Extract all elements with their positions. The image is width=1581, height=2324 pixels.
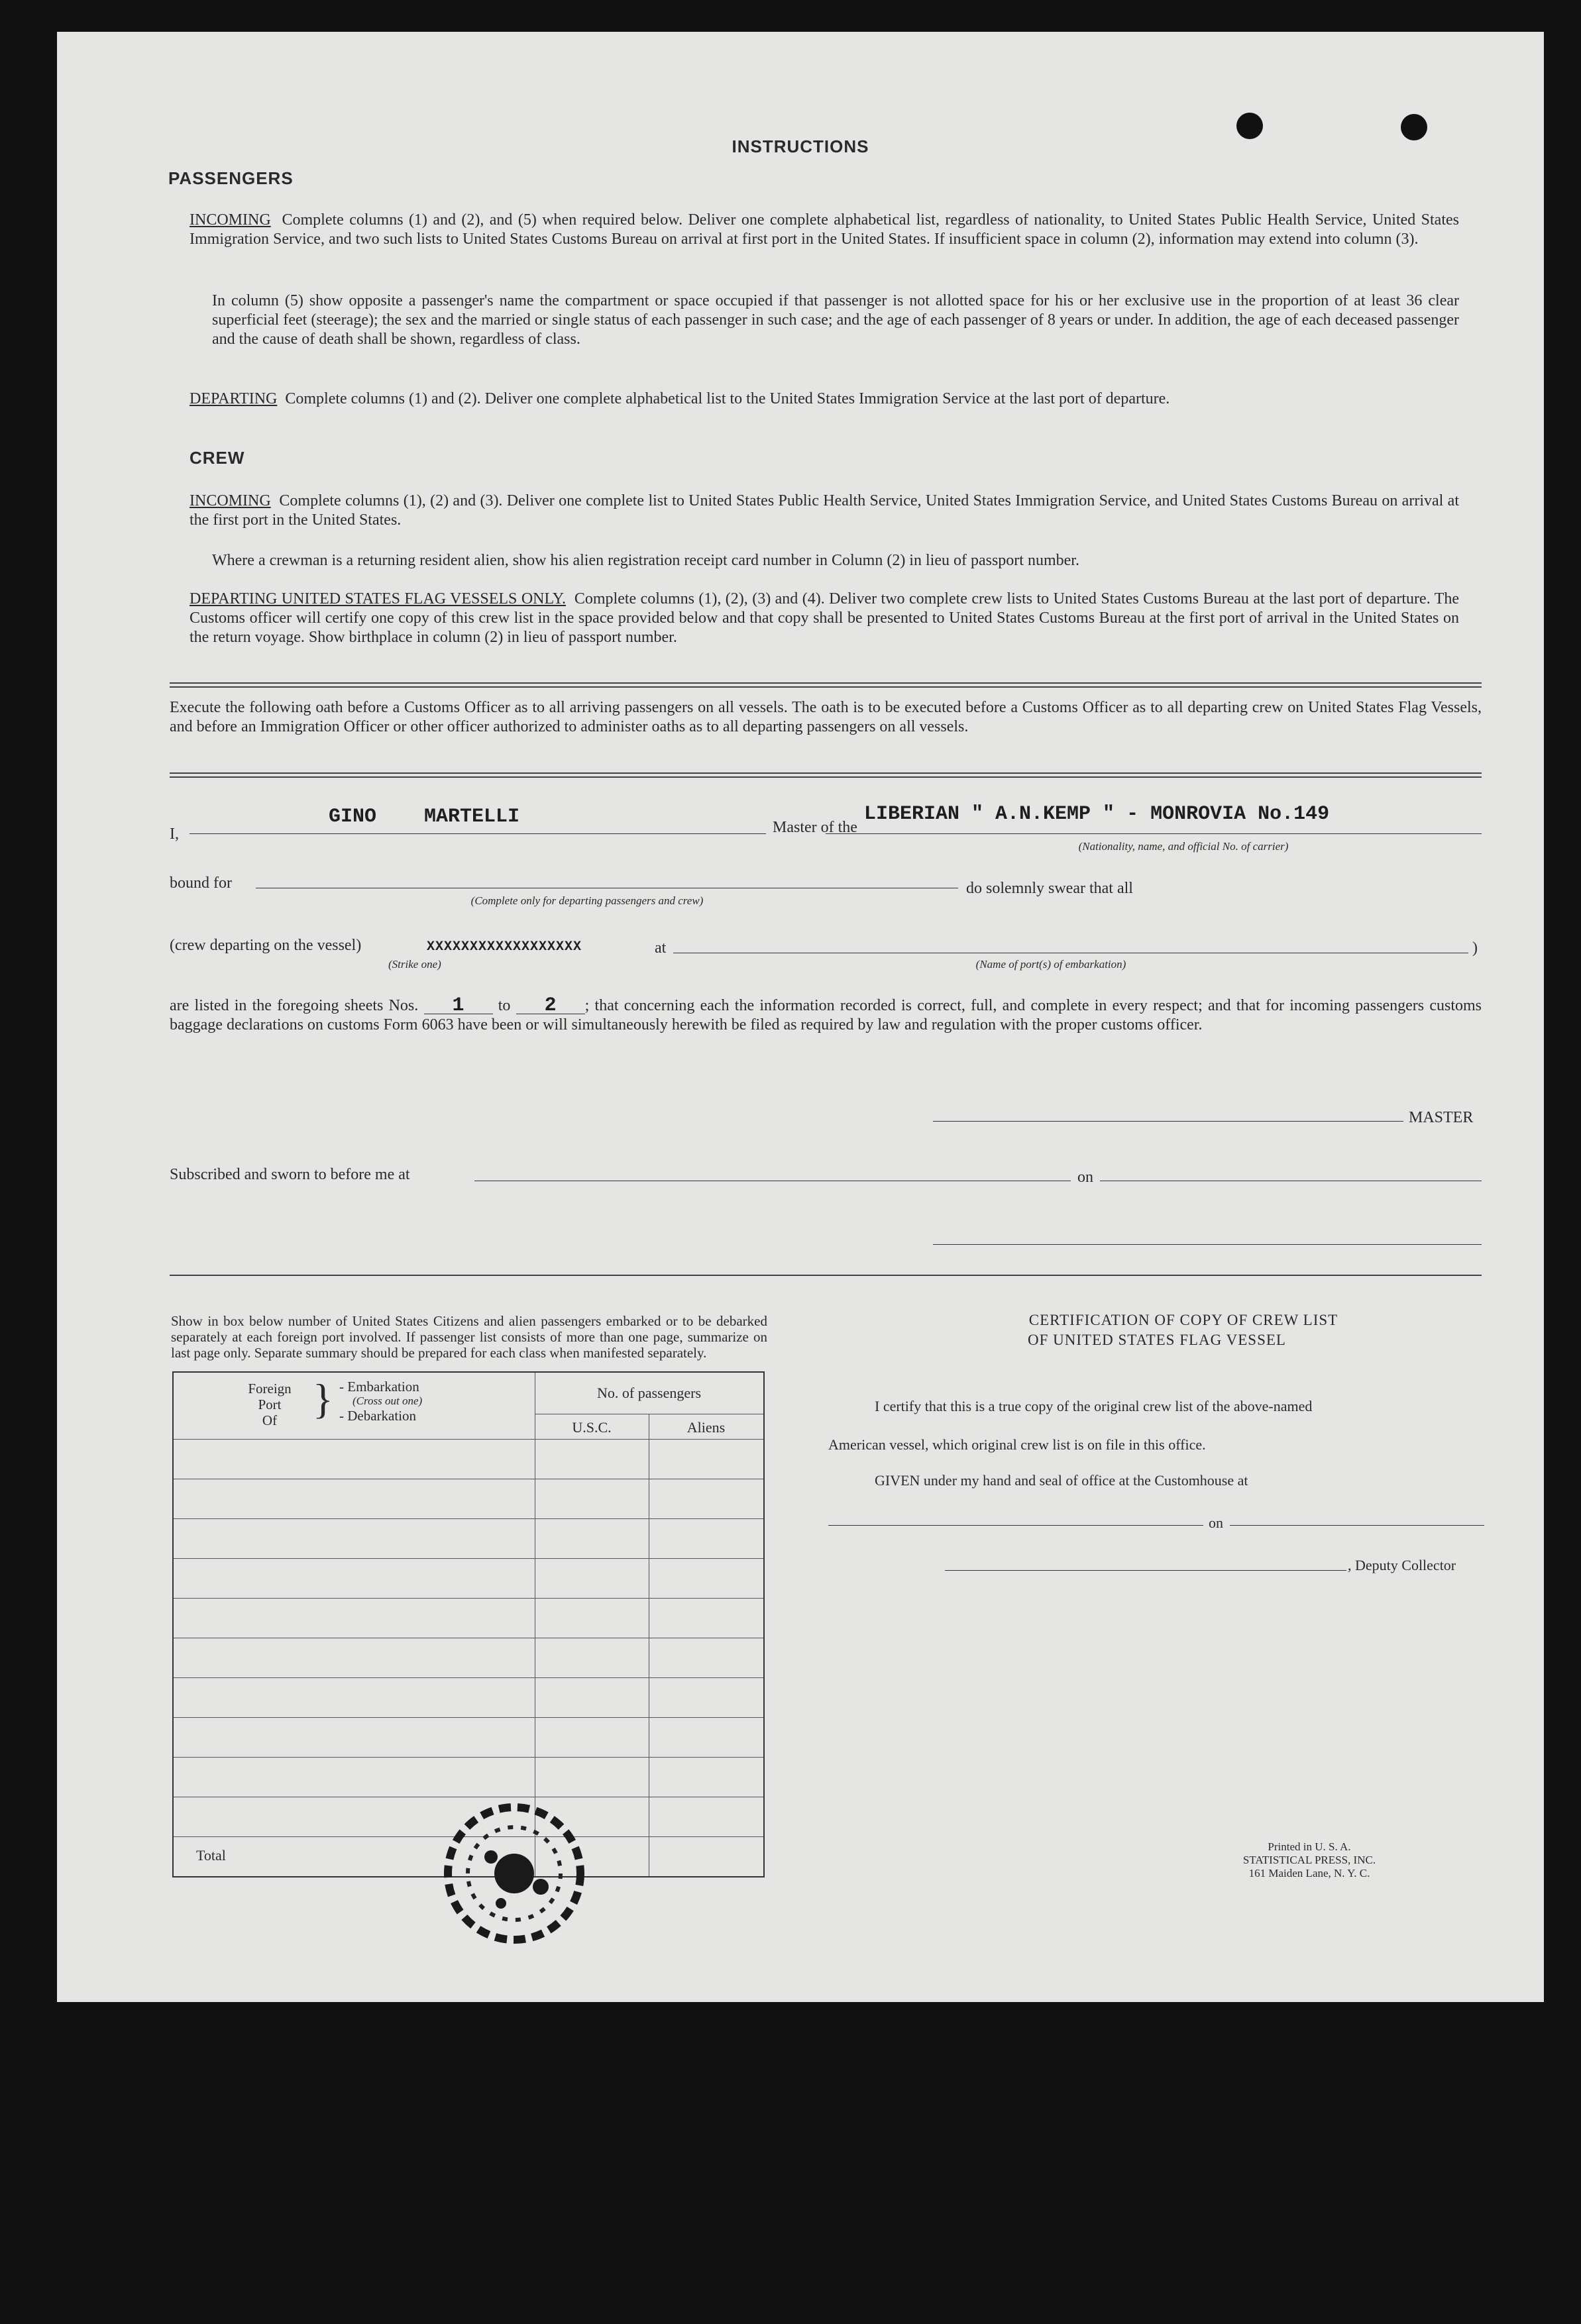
cert-title-2: OF UNITED STATES FLAG VESSEL [1028,1332,1286,1348]
printer-imprint [1210,1840,1409,1880]
deputy-signature-line[interactable] [945,1570,1346,1571]
vessel-caption: (Nationality, name, and official No. of carrier) [1078,840,1289,853]
sheet-to[interactable]: 2 [516,998,585,1014]
total-label: Total [196,1847,226,1864]
strike-text: XXXXXXXXXXXXXXXXXX [427,939,582,955]
brace: } [313,1375,333,1422]
passengers-incoming-text: Complete columns (1) and (2), and (5) when required below. Deliver one complete alphabetical list, regardless of nationality, to United States Public Health Service, United States Immigration Service, and two such lists to United States Customs Bureau on arrival at first port in the United States. If insufficient space in column (2), information may extend into column (3). [190,211,1459,248]
crew-incoming-text: Complete columns (1), (2) and (3). Deliver one complete list to United States Public Health Service, United States Immigration Service, and United States Customs Bureau on arrival at the first port in the United States. [190,492,1459,529]
cross-out-label: (Cross out one) [353,1395,423,1407]
col-port-of: Of [262,1412,278,1428]
cert-line-1: I certify that this is a true copy of the original crew list of the above-named [875,1398,1313,1414]
crew-incoming-label: INCOMING [190,492,271,509]
deputy-collector-label: , Deputy Collector [1348,1557,1456,1573]
bound-for-label: bound for [170,874,232,892]
subscribed-on-label: on [1077,1169,1093,1186]
sheets-statement [170,996,1482,1035]
cert-line-2: American vessel, which original crew list is on file in this office. [828,1436,1206,1453]
crew-departing-label: DEPARTING UNITED STATES FLAG VESSELS ONLY. [190,590,566,607]
cert-line-3: GIVEN under my hand and seal of office at the Customhouse at [875,1472,1248,1489]
page-title: INSTRUCTIONS [732,136,869,156]
ink-stamp [428,1787,600,1960]
master-signature-line[interactable] [933,1121,1403,1122]
master-name[interactable]: GINO MARTELLI [329,806,520,828]
passengers-incoming-label: INCOMING [190,211,271,229]
cert-on-label: on [1209,1514,1223,1531]
cert-title-1: CERTIFICATION OF COPY OF CREW LIST [1028,1312,1338,1328]
vessel-name[interactable]: LIBERIAN " A.N.KEMP " - MONROVIA No.149 [864,803,1330,825]
usc-header: U.S.C. [572,1419,612,1436]
swear-label: do solemnly swear that all [966,880,1133,897]
sheets-suffix: ; that concerning each the information recorded is correct, full, and complete in every respect; and that for incoming passengers customs baggage declarations on customs Form 6063 have been or will simultaneously herewith be filed as required by law and regulation with the proper customs officer. [170,997,1482,1033]
to-label: to [498,997,511,1014]
sheet-from[interactable]: 1 [424,998,493,1014]
passengers-heading: PASSENGERS [168,168,294,188]
form-page [57,32,1544,2002]
debarkation-label: - Debarkation [339,1408,417,1424]
close-paren: ) [1472,939,1478,957]
printer-line-2: STATISTICAL PRESS, INC. [1242,1854,1376,1866]
passengers-incoming-note: In column (5) show opposite a passenger's name the compartment or space occupied if that passenger is not allotted space for his or her exclusive use in the proportion of at least 36 clear superficial feet (steerage); the sex and the married or single status of each passenger in such case; and the age of each passenger of 8 years or under. In addition, the age of each deceased passenger and the cause of death shall be shown, regardless of class. [212,292,1459,348]
passengers-departing-label: DEPARTING [190,390,278,407]
passengers-departing-text: Complete columns (1) and (2). Deliver one complete alphabetical list to the United States Immigration Service at the last port of departure. [285,390,1170,407]
cert-date-line[interactable] [1230,1525,1484,1526]
passengers-incoming [190,211,1459,249]
col-port-header [233,1381,306,1428]
embark-debark-labels [339,1379,422,1423]
crew-departing [190,590,1459,647]
strike-caption: (Strike one) [388,958,441,971]
subscribed-label: Subscribed and sworn to before me at [170,1166,410,1183]
oath-instruction: Execute the following oath before a Customs Officer as to all arriving passengers on all vessels. The oath is to be executed before a Customs Officer as to all departing crew on United States Flag Vessels, and before an Immigration Officer or other officer authorized to administer oaths as to all departing passengers on all vessels. [170,699,1482,735]
vessel-line [826,833,1482,834]
bound-for-caption: (Complete only for departing passengers and crew) [470,894,704,907]
officer-signature-line[interactable] [933,1244,1482,1245]
cert-place-line[interactable] [828,1525,1203,1526]
divider [170,772,1482,778]
crew-incoming [190,492,1459,530]
aliens-header: Aliens [686,1419,726,1436]
master-of-label: Master of the [773,819,857,836]
master-name-line [190,833,766,834]
crew-departing-on-label: (crew departing on the vessel) [170,937,362,954]
no-passengers-header: No. of passengers [596,1385,702,1401]
sheets-prefix: are listed in the foregoing sheets Nos. [170,997,419,1014]
punch-hole [1236,113,1263,139]
port-caption: (Name of port(s) of embarkation) [975,958,1126,971]
crew-incoming-note: Where a crewman is a returning resident alien, show his alien registration receipt card number in Column (2) in lieu of passport number. [212,552,1079,569]
divider [170,1275,1482,1276]
at-label: at [655,939,667,957]
col-port-port: Port [258,1397,282,1412]
summary-instruction: Show in box below number of United States Citizens and alien passengers embarked or to be debarked separately at each foreign port involved. If passenger list consists of more than one page, summarize on last page only. Separate summary should be prepared for each class when manifested separately. [171,1313,767,1361]
crew-departing-text: Complete columns (1), (2), (3) and (4). Deliver two complete crew lists to United States Customs Bureau at the last port of departure. The Customs officer will certify one copy of this crew list in the space provided below and that copy shall be presented to United States Customs Bureau at the first port of arrival in the United States on the return voyage. Show birthplace in column (2) in lieu of passport number. [190,590,1460,646]
embarkation-label: - Embarkation [339,1379,419,1395]
crew-heading: CREW [190,448,245,468]
printer-line-3: 161 Maiden Lane, N. Y. C. [1248,1867,1370,1879]
passengers-departing [190,390,1459,409]
divider [170,682,1482,688]
oath-i-label: I, [170,825,179,843]
master-label: MASTER [1409,1109,1474,1126]
printer-line-1: Printed in U. S. A. [1268,1840,1351,1853]
col-port-foreign: Foreign [248,1381,292,1397]
